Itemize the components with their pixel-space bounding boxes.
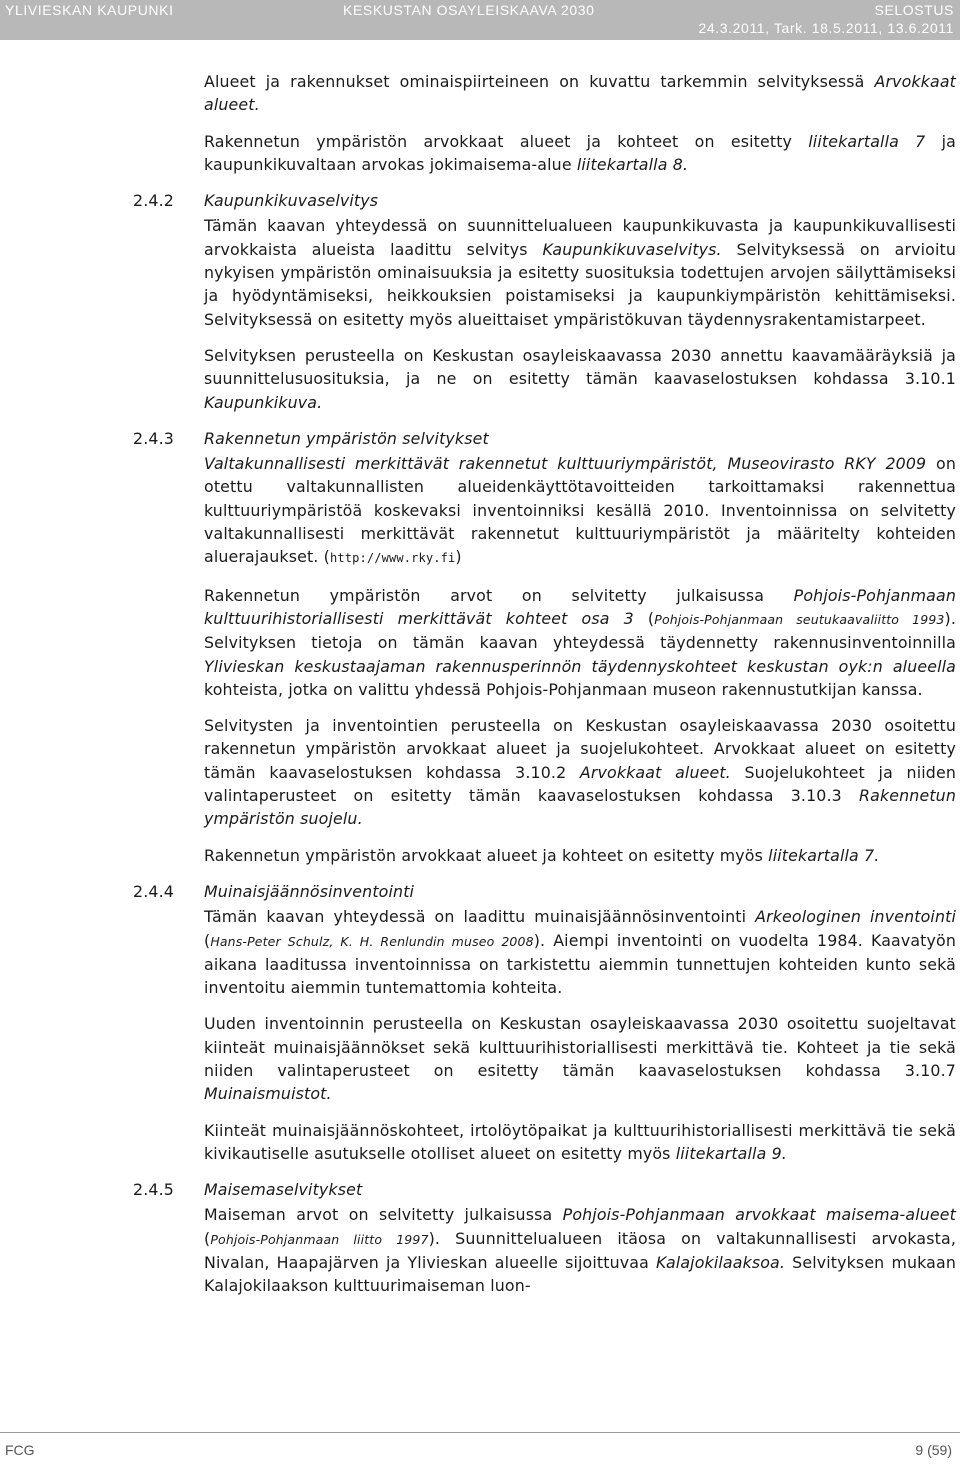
section-title: Muinaisjäännösinventointi (204, 881, 415, 901)
paragraph: Selvityksen perusteella on Keskustan osayleiskaavassa 2030 annettu kaavamääräyksiä ja suunnittelusuosituksia, ja ne on esitetty tämän kaavaselostuksen kohdassa 3.10.1 Kaupunkikuva. (204, 345, 956, 412)
rky-link[interactable]: http://www.rky.fi (329, 551, 456, 566)
footer-company: FCG (5, 1442, 35, 1458)
header-document-title: KESKUSTAN OSAYLEISKAAVA 2030 (343, 2, 595, 18)
section-number: 2.4.2 (133, 191, 174, 211)
header-organization: YLIVIESKAN KAUPUNKI (5, 2, 174, 18)
section-title: Rakennetun ympäristön selvitykset (204, 428, 489, 448)
section-2-4-4 (133, 880, 956, 1165)
paragraph: Uuden inventoinnin perusteella on Keskustan osayleiskaavassa 2030 osoitettu suojeltavat kiinteät muinaisjäännökset sekä kulttuurihistoriallisesti merkittävä tie. Kohteet ja tie sekä niiden valintaperusteet on esitetty tämän kaavaselostuksen kohdassa 3.10.7 Muinaismuistot. (204, 1014, 956, 1104)
paragraph: Rakennetun ympäristön arvot on selvitetty julkaisussa Pohjois-Pohjanmaan kulttuurihistoriallisesti merkittävät kohteet osa 3 (Pohjois-Pohjanmaan seutukaavaliitto 1993). Selvityksen tietoja on tämän kaavan yhteydessä täydennetty rakennusinventoinnilla Ylivieskan keskustaajaman rakennusperinnön täydennyskohteet keskustan oyk:n alueella kohteista, jotka on valittu yhdessä Pohjois-Pohjanmaan museon rakennustutkijan kanssa. (204, 585, 957, 699)
page-footer (0, 1432, 960, 1458)
section-heading (133, 1178, 956, 1201)
section-2-4-3 (133, 427, 956, 867)
page-header (0, 0, 960, 40)
header-dates: 24.3.2011, Tark. 18.5.2011, 13.6.2011 (698, 20, 954, 36)
paragraph: Maiseman arvot on selvitetty julkaisussa Pohjois-Pohjanmaan arvokkaat maisema-alueet (Pohjois-Pohjanmaan liitto 1997). Suunnittelualueen itäosa on valtakunnallisesti arvokasta, Nivalan, Haapajärven ja Ylivieskan alueelle sijoittuvaa Kalajokilaaksoa. Selvityksen mukaan Kalajokilaakson kulttuurimaiseman luon- (204, 1205, 957, 1296)
intro-paragraph-2: Rakennetun ympäristön arvokkaat alueet ja kohteet on esitetty liitekartalla 7 ja kaupunkikuvaltaan arvokas jokimaisema-alue liitekartalla 8. (204, 131, 956, 174)
header-document-type: SELOSTUS (874, 2, 954, 18)
section-number: 2.4.3 (133, 428, 174, 448)
section-heading (133, 880, 956, 903)
section-number: 2.4.4 (133, 881, 174, 901)
paragraph: Tämän kaavan yhteydessä on laadittu muinaisjäännösinventointi Arkeologinen inventointi (Hans-Peter Schulz, K. H. Renlundin museo 2008). Aiempi inventointi on vuodelta 1984. Kaavatyön aikana laaditussa inventoinnissa on tarkistettu aiemmin tunnettujen kohteiden kunto sekä inventoitu aiemmin tuntemattomia kohteita. (204, 907, 956, 998)
paragraph: Rakennetun ympäristön arvokkaat alueet ja kohteet on esitetty myös liitekartalla 7. (204, 845, 880, 865)
paragraph: Valtakunnallisesti merkittävät rakennetut kulttuuriympäristöt, Museovirasto RKY 2009 on otettu valtakunnallisten alueidenkäyttötavoitteiden tarkoittamaksi rakennettua kulttuuriympäristöä koskevaksi inventoinniksi kesällä 2010. Inventoinnissa on selvitetty valtakunnallisesti merkittävät rakennetut kulttuuriympäristöt ja määritelty kohteiden aluerajaukset. (http://www.rky.fi) (204, 454, 956, 567)
intro-text (204, 70, 956, 176)
section-2-4-5 (133, 1178, 956, 1297)
paragraph: Selvitysten ja inventointien perusteella on Keskustan osayleiskaavassa 2030 osoitettu rakennetun ympäristön arvokkaat alueet ja suojelukohteet. Arvokkaat alueet on esitetty tämän kaavaselostuksen kohdassa 3.10.2 Arvokkaat alueet. Suojelukohteet ja niiden valintaperusteet on esitetty tämän kaavaselostuksen kohdassa 3.10.3 Rakennetun ympäristön suojelu. (204, 716, 956, 829)
page-number: 9 (59) (915, 1442, 952, 1458)
paragraph: Kiinteät muinaisjäännöskohteet, irtolöytöpaikat ja kulttuurihistoriallisesti merkittävä tie sekä kivikautiselle asutukselle otolliset alueet on esitetty myös liitekartalla 9. (204, 1120, 956, 1163)
section-2-4-2 (133, 189, 956, 414)
section-heading (133, 427, 956, 450)
section-title: Maisemaselvitykset (204, 1180, 363, 1200)
section-title: Kaupunkikuvaselvitys (204, 191, 379, 211)
section-heading (133, 189, 956, 212)
intro-paragraph-1: Alueet ja rakennukset ominaispiirteineen on kuvattu tarkemmin selvityksessä Arvokkaat alueet. (204, 72, 956, 115)
paragraph: Tämän kaavan yhteydessä on suunnittelualueen kaupunkikuvasta ja kaupunkikuvallisesti arvokkaista alueista laadittu selvitys Kaupunkikuvaselvitys. Selvityksessä on arvioitu nykyisen ympäristön ominaisuuksia ja esitetty suosituksia todettujen arvojen säilyttämiseksi ja hyödyntämiseksi, heikkouksien poistamiseksi ja kaupunkiympäristön kehittämiseksi. Selvityksessä on esitetty myös alueittaiset ympäristökuvan täydennysrakentamistarpeet. (204, 216, 957, 329)
document-body (133, 70, 956, 1311)
section-number: 2.4.5 (133, 1180, 174, 1200)
